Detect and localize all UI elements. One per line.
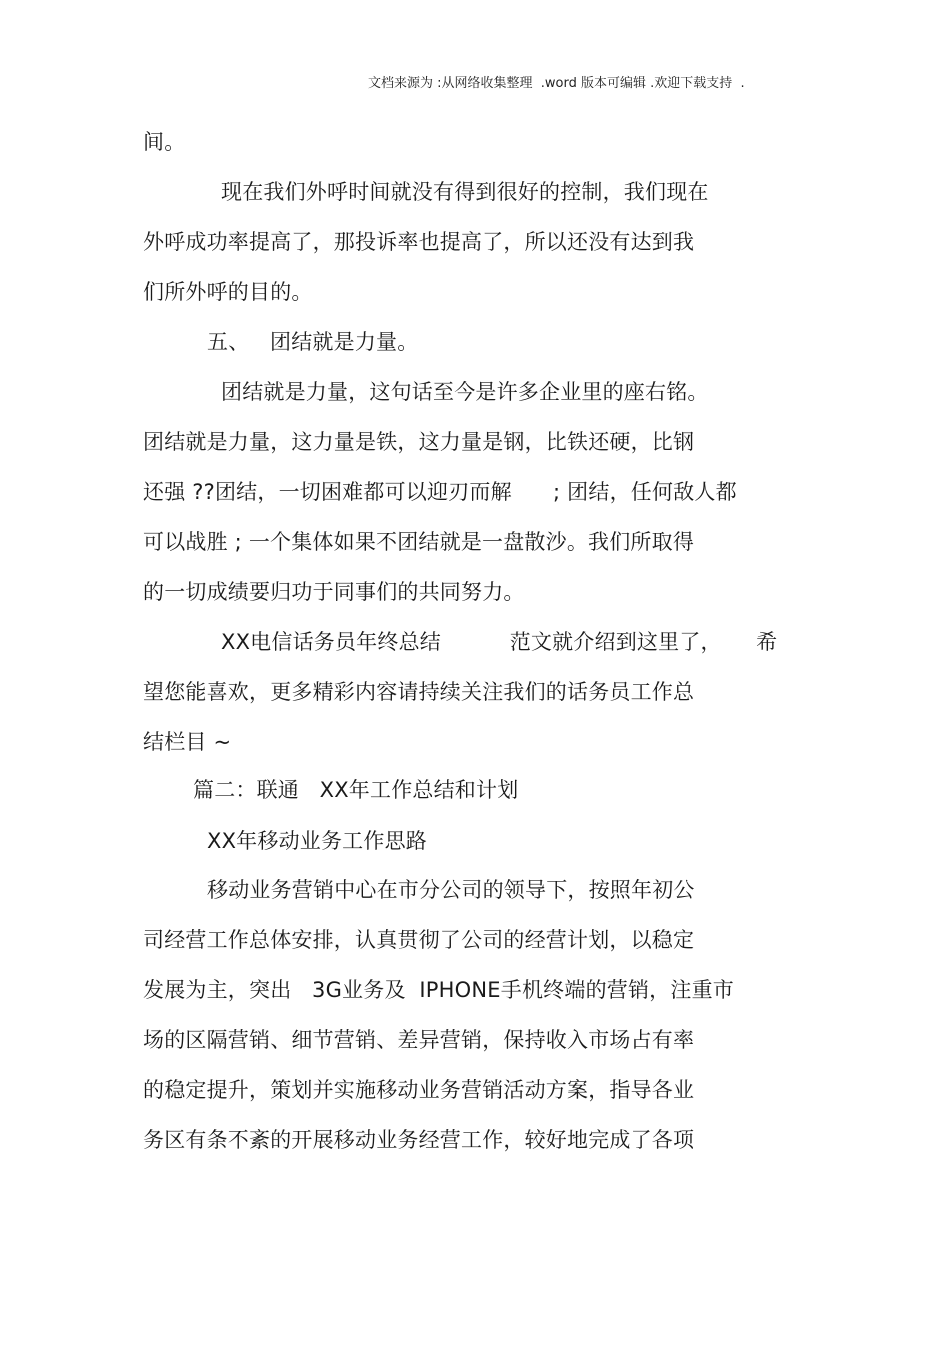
- text-line: 的一切成绩要归功于同事们的共同努力。: [143, 580, 525, 604]
- section-heading: 篇二：联通 XX年工作总结和计划: [193, 778, 519, 802]
- text-line: 结栏目 ~: [143, 730, 232, 754]
- text-line: 还强 ??团结，一切困难都可以迎刃而解 ; 团结，任何敌人都: [143, 480, 737, 504]
- text-line: 间。: [143, 130, 186, 154]
- page-header: 文档来源为 :从网络收集整理 .word 版本可编辑 .欢迎下载支持 .: [368, 76, 745, 91]
- text-line: XX电信话务员年终总结 范文就介绍到这里了， 希: [221, 630, 778, 654]
- text-line: 场的区隔营销、细节营销、差异营销，保持收入市场占有率: [143, 1028, 695, 1052]
- text-line: 发展为主，突出 3G业务及 IPHONE手机终端的营销，注重市: [143, 978, 734, 1002]
- text-line: 移动业务营销中心在市分公司的领导下，按照年初公: [207, 878, 695, 902]
- text-line: 团结就是力量，这句话至今是许多企业里的座右铭。: [221, 380, 709, 404]
- text-line: 外呼成功率提高了，那投诉率也提高了，所以还没有达到我: [143, 230, 695, 254]
- text-line: 们所外呼的目的。: [143, 280, 313, 304]
- section-heading: 五、 团结就是力量。: [207, 330, 419, 354]
- text-line: 司经营工作总体安排，认真贯彻了公司的经营计划，以稳定: [143, 928, 695, 952]
- text-line: 可以战胜 ; 一个集体如果不团结就是一盘散沙。我们所取得: [143, 530, 695, 554]
- subsection-heading: XX年移动业务工作思路: [207, 829, 427, 853]
- text-line: 望您能喜欢，更多精彩内容请持续关注我们的话务员工作总: [143, 680, 695, 704]
- text-line: 的稳定提升，策划并实施移动业务营销活动方案，指导各业: [143, 1078, 695, 1102]
- text-line: 务区有条不紊的开展移动业务经营工作，较好地完成了各项: [143, 1128, 695, 1152]
- text-line: 团结就是力量，这力量是铁，这力量是钢，比铁还硬，比钢: [143, 430, 695, 454]
- text-line: 现在我们外呼时间就没有得到很好的控制，我们现在: [221, 180, 709, 204]
